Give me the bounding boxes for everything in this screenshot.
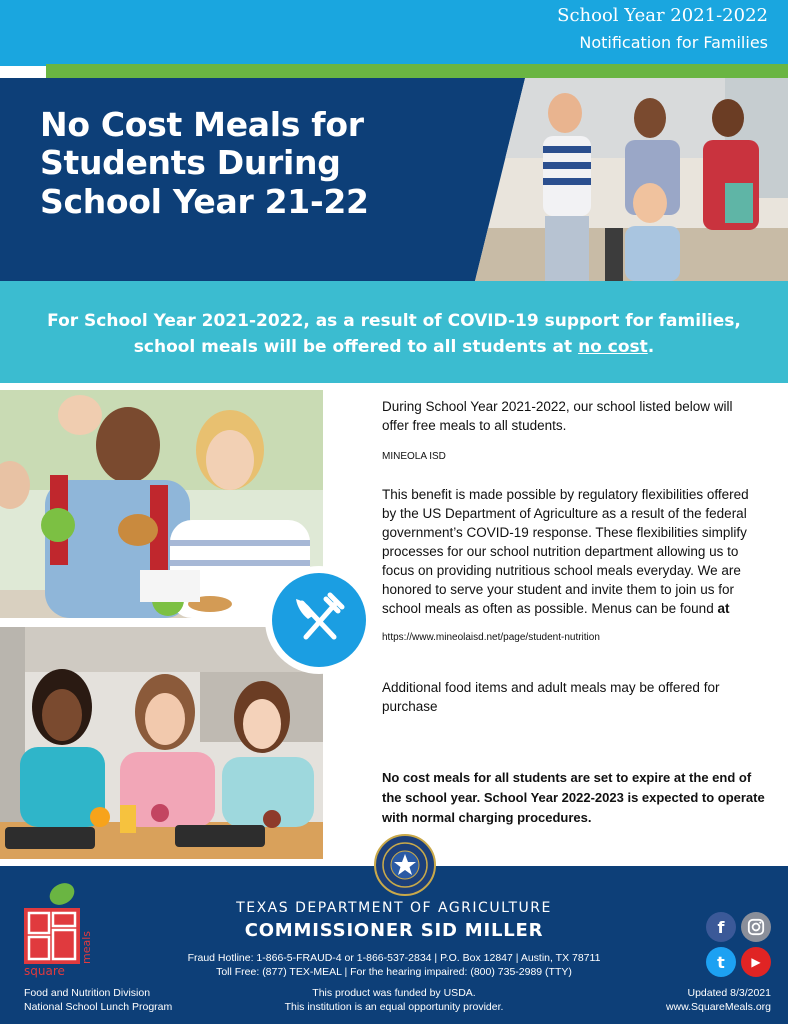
school-year-heading: School Year 2021-2022 bbox=[557, 5, 768, 26]
usda-funding-note: This product was funded by USDA. bbox=[312, 987, 476, 999]
additional-items-paragraph bbox=[382, 678, 772, 716]
department-name: TEXAS DEPARTMENT OF AGRICULTURE bbox=[236, 900, 552, 916]
benefit-line: government’s COVID-19 response. These flexibilities simplify bbox=[382, 525, 747, 540]
benefit-line: by the US Department of Agriculture as a result of the federal bbox=[382, 506, 747, 521]
announcement-line-2-end: . bbox=[647, 336, 655, 357]
notification-subheading: Notification for Families bbox=[579, 33, 768, 52]
facebook-glyph: f bbox=[717, 917, 725, 937]
announcement-text bbox=[0, 309, 788, 360]
hero-title-line-1: No Cost Meals for bbox=[40, 105, 364, 144]
expiration-notice bbox=[382, 768, 784, 828]
twitter-glyph: t bbox=[717, 952, 725, 972]
district-name: MINEOLA ISD bbox=[382, 451, 446, 462]
expire-line: the school year. School Year 2022-2023 is expected to operate bbox=[382, 790, 765, 805]
additional-line-2: purchase bbox=[382, 699, 438, 714]
logo-text-square: square bbox=[24, 964, 65, 978]
announcement-line-1: For School Year 2021-2022, as a result of COVID-19 support for families, bbox=[47, 311, 741, 331]
no-cost-emphasis: no cost bbox=[578, 336, 648, 357]
expire-line: No cost meals for all students are set to expire at the end of bbox=[382, 770, 752, 785]
benefit-line-last bbox=[382, 599, 784, 618]
benefit-line: focus on providing nutritious school meals everyday. We are bbox=[382, 563, 741, 578]
toll-free-line: Toll Free: (877) TEX-MEAL | For the hearing impaired: (800) 735-2989 (TTY) bbox=[216, 966, 572, 978]
twitter-icon[interactable] bbox=[706, 947, 736, 977]
intro-line-1: During School Year 2021-2022, our school listed below will bbox=[382, 399, 733, 414]
fork-knife-icon bbox=[272, 573, 366, 667]
youtube-icon[interactable] bbox=[741, 947, 771, 977]
benefit-line: processes for our school nutrition department allowing us to bbox=[382, 544, 739, 559]
benefit-line: honored to serve your student and invite them to join us for bbox=[382, 582, 734, 597]
hero-title-line-2: Students During bbox=[40, 143, 341, 183]
website-link[interactable]: www.SquareMeals.org bbox=[665, 1001, 771, 1013]
announcement-line-2-text: school meals will be offered to all students at bbox=[133, 336, 579, 357]
menu-url-link[interactable]: https://www.mineolaisd.net/page/student-nutrition bbox=[382, 632, 600, 643]
hero-title bbox=[40, 106, 480, 221]
hero-children-photo bbox=[475, 78, 788, 281]
intro-paragraph bbox=[382, 397, 767, 435]
department-seal-icon bbox=[374, 834, 436, 896]
benefit-last-text: school meals as often as possible. Menus can be found bbox=[382, 601, 718, 616]
expire-line: with normal charging procedures. bbox=[382, 810, 592, 825]
fork-knife-badge bbox=[272, 573, 366, 667]
fraud-hotline: Fraud Hotline: 1-866-5-FRAUD-4 or 1-866-537-2834 | P.O. Box 12847 | Austin, TX 78711 bbox=[187, 952, 601, 964]
instagram-icon[interactable] bbox=[741, 912, 771, 942]
square-meals-logo bbox=[20, 882, 94, 980]
equal-opportunity-note: This institution is an equal opportunity provider. bbox=[284, 1001, 504, 1013]
logo-text-meals: meals bbox=[80, 930, 93, 964]
intro-line-2: offer free meals to all students. bbox=[382, 418, 567, 433]
benefit-last-bold: at bbox=[717, 601, 730, 616]
benefit-paragraph bbox=[382, 485, 784, 618]
youtube-glyph: ▶ bbox=[751, 955, 761, 969]
updated-date: Updated 8/3/2021 bbox=[687, 987, 771, 999]
commissioner-name: COMMISSIONER SID MILLER bbox=[244, 920, 544, 941]
facebook-icon[interactable] bbox=[706, 912, 736, 942]
green-accent-strip bbox=[46, 64, 788, 78]
instagram-glyph bbox=[747, 918, 765, 936]
division-name: Food and Nutrition Division bbox=[24, 987, 151, 999]
program-name: National School Lunch Program bbox=[24, 1001, 173, 1013]
additional-line-1: Additional food items and adult meals may be offered for bbox=[382, 680, 720, 695]
hero-title-line-3: School Year 21-22 bbox=[40, 181, 369, 221]
announcement-line-2 bbox=[0, 335, 788, 361]
benefit-line: This benefit is made possible by regulatory flexibilities offered bbox=[382, 487, 749, 502]
